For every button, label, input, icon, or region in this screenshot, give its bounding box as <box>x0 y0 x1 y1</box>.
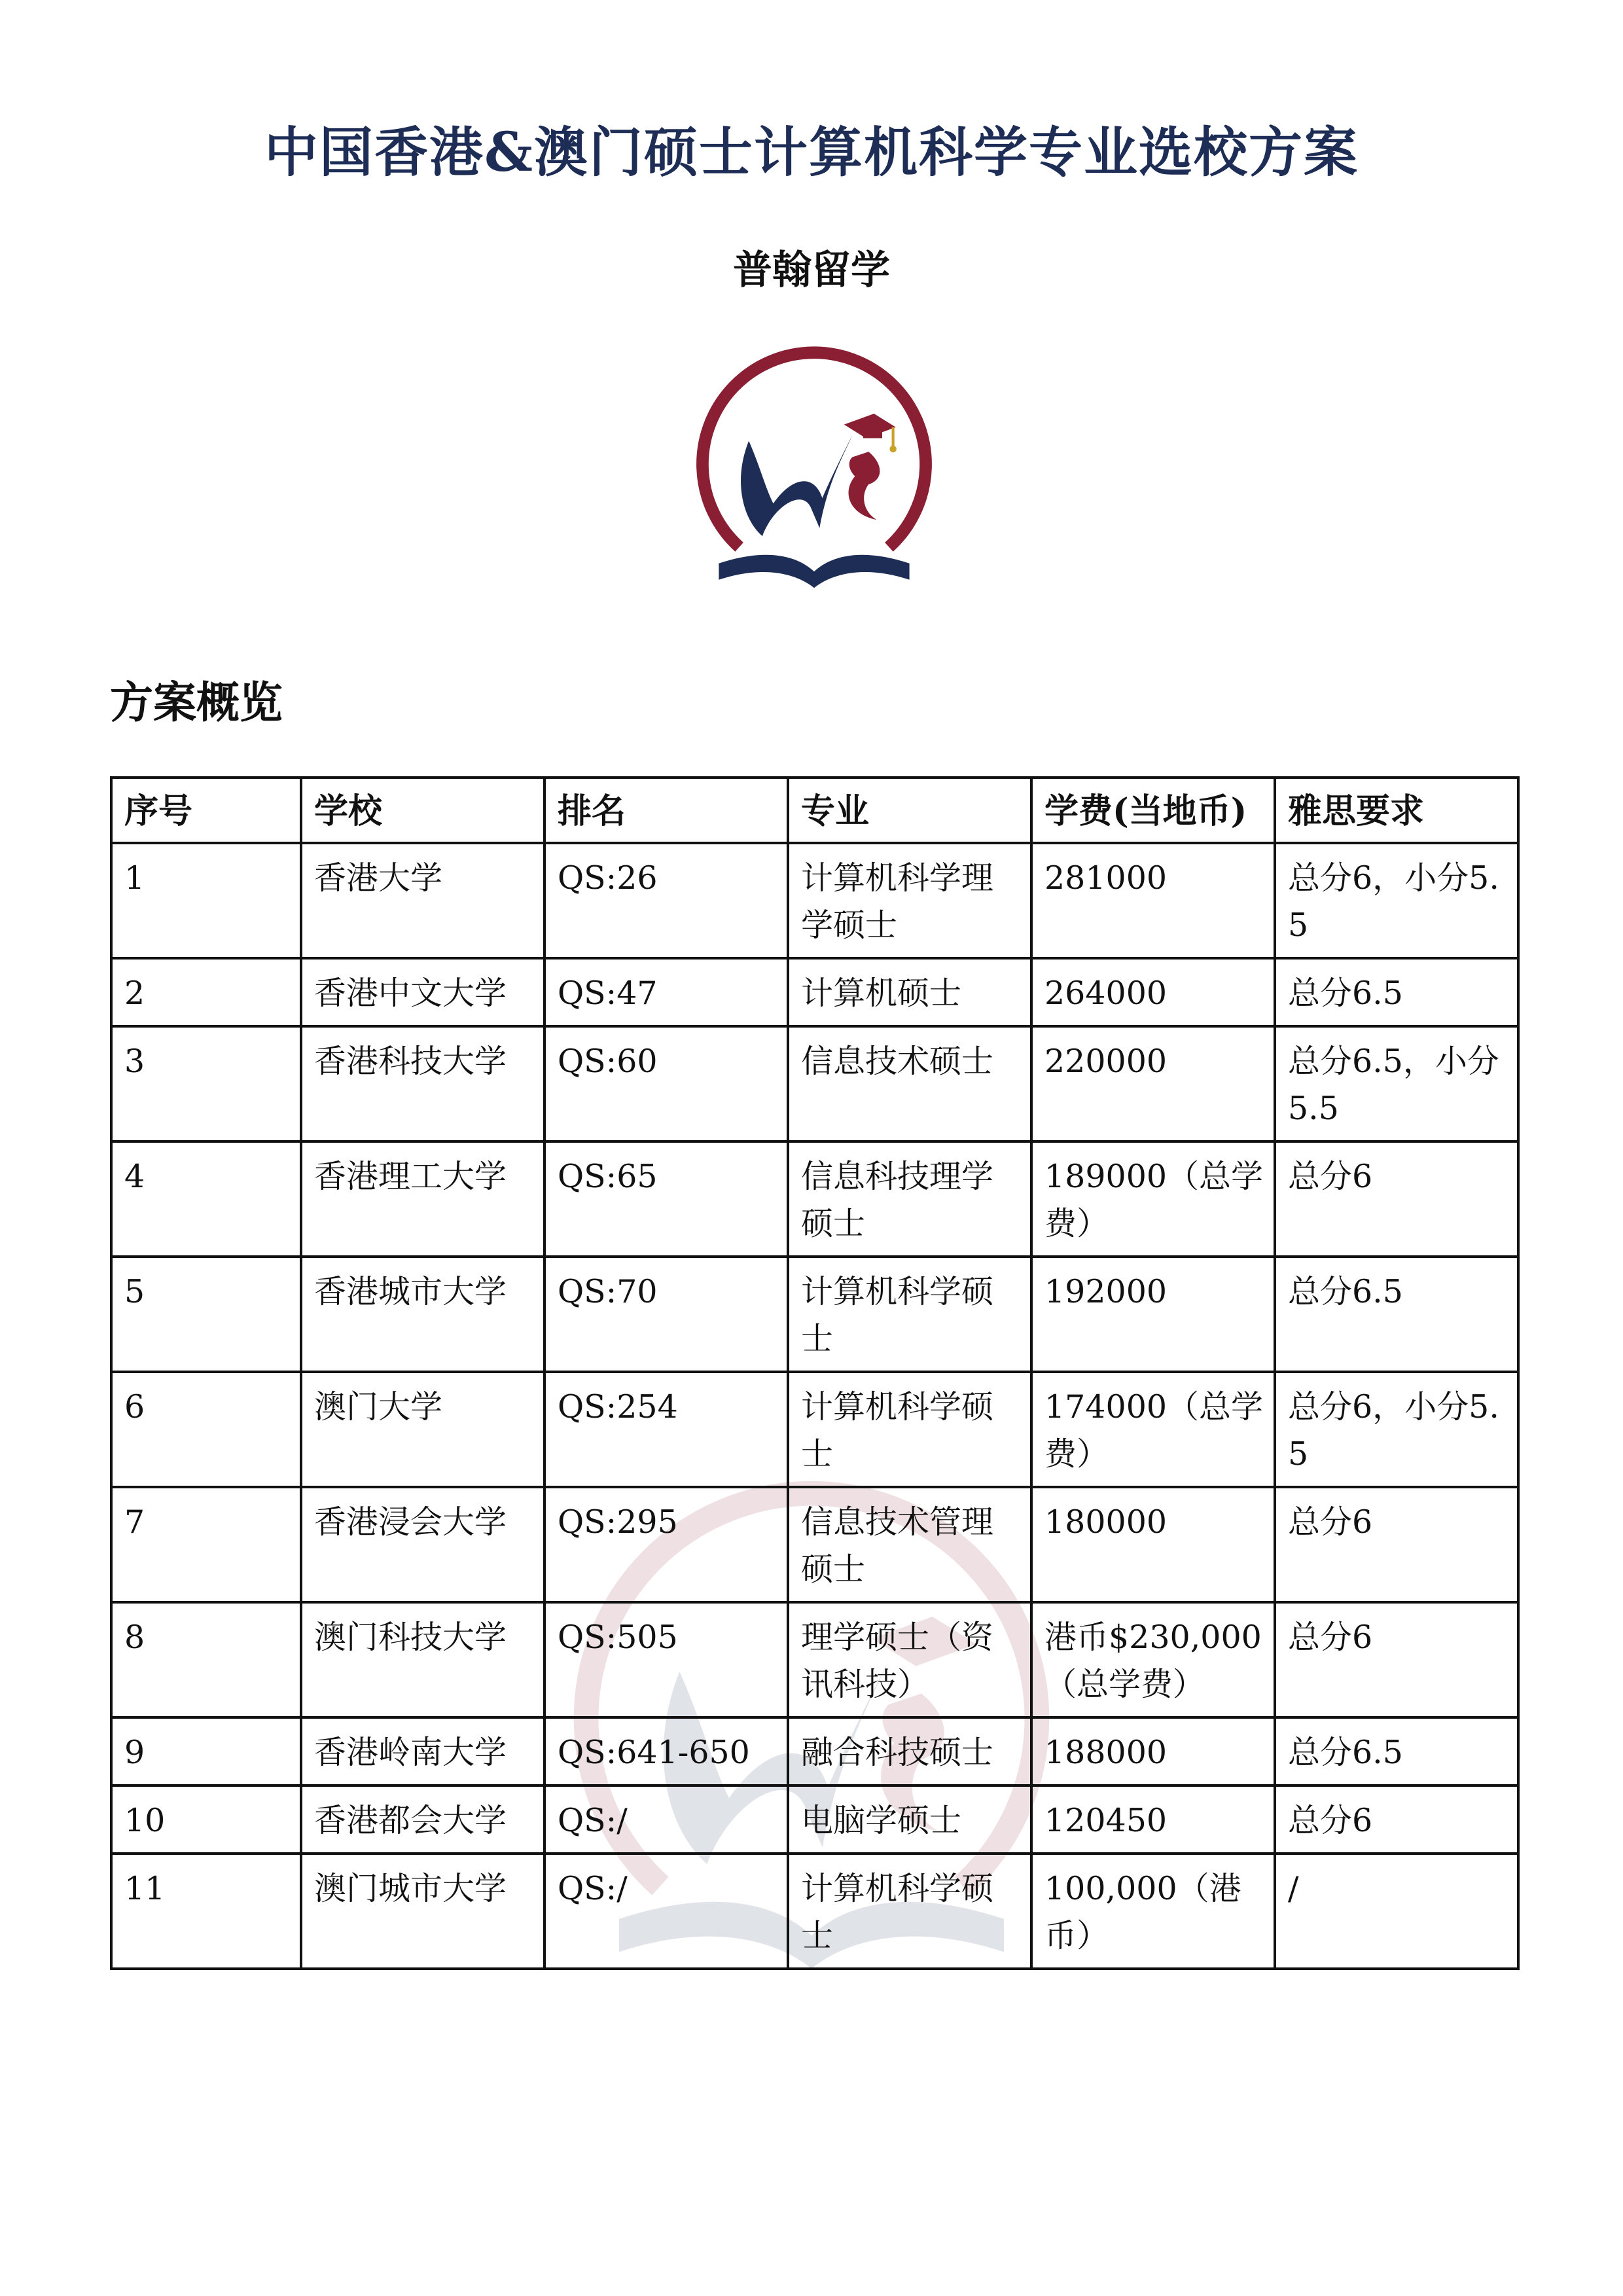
cell-major: 计算机科学硕士 <box>788 1854 1031 1969</box>
cell-major: 计算机科学硕士 <box>788 1257 1031 1372</box>
cell-major: 信息技术管理硕士 <box>788 1487 1031 1602</box>
cell-ranking: QS:70 <box>544 1257 788 1372</box>
cell-ielts: 总分6，小分5.5 <box>1275 843 1518 958</box>
cell-ranking: QS:60 <box>544 1026 788 1141</box>
cell-ranking: QS:26 <box>544 843 788 958</box>
school-crest-logo-icon <box>678 346 950 618</box>
cell-major: 计算机硕士 <box>788 958 1031 1026</box>
cell-ranking: QS:295 <box>544 1487 788 1602</box>
cell-school: 香港浸会大学 <box>301 1487 544 1602</box>
cell-ranking: QS:254 <box>544 1372 788 1487</box>
table-row <box>111 1141 1518 1257</box>
cell-ielts: 总分6.5 <box>1275 958 1518 1026</box>
cell-school: 香港理工大学 <box>301 1141 544 1257</box>
table-row <box>111 958 1518 1026</box>
cell-ielts: 总分6 <box>1275 1785 1518 1854</box>
page-title: 中国香港&澳门硕士计算机科学专业选校方案 <box>264 121 1359 184</box>
cell-tuition: 264000 <box>1031 958 1275 1026</box>
cell-index: 6 <box>111 1372 301 1487</box>
table-row <box>111 1785 1518 1854</box>
cell-tuition: 174000（总学费） <box>1031 1372 1275 1487</box>
column-header-ranking: 排名 <box>544 778 788 843</box>
cell-ielts: 总分6 <box>1275 1141 1518 1257</box>
cell-ranking: QS:505 <box>544 1602 788 1717</box>
cell-school: 澳门城市大学 <box>301 1854 544 1969</box>
column-header-tuition: 学费(当地币) <box>1031 778 1275 843</box>
cell-index: 10 <box>111 1785 301 1854</box>
table-row <box>111 1372 1518 1487</box>
cell-ranking: QS:/ <box>544 1854 788 1969</box>
cell-index: 8 <box>111 1602 301 1717</box>
cell-index: 3 <box>111 1026 301 1141</box>
cell-tuition: 189000（总学费） <box>1031 1141 1275 1257</box>
cell-school: 香港城市大学 <box>301 1257 544 1372</box>
table-row <box>111 1257 1518 1372</box>
table-row <box>111 843 1518 958</box>
cell-major: 信息技术硕士 <box>788 1026 1031 1141</box>
table-row <box>111 1854 1518 1969</box>
cell-major: 信息科技理学硕士 <box>788 1141 1031 1257</box>
cell-ielts: 总分6 <box>1275 1487 1518 1602</box>
column-header-index: 序号 <box>111 778 301 843</box>
cell-index: 5 <box>111 1257 301 1372</box>
cell-ranking: QS:47 <box>544 958 788 1026</box>
column-header-school: 学校 <box>301 778 544 843</box>
cell-ranking: QS:65 <box>544 1141 788 1257</box>
cell-school: 香港都会大学 <box>301 1785 544 1854</box>
cell-index: 2 <box>111 958 301 1026</box>
cell-tuition: 120450 <box>1031 1785 1275 1854</box>
cell-tuition: 281000 <box>1031 843 1275 958</box>
cell-index: 11 <box>111 1854 301 1969</box>
cell-major: 计算机科学理学硕士 <box>788 843 1031 958</box>
cell-major: 理学硕士（资讯科技） <box>788 1602 1031 1717</box>
table-row <box>111 1717 1518 1785</box>
cell-school: 香港科技大学 <box>301 1026 544 1141</box>
table-row <box>111 1026 1518 1141</box>
cell-tuition: 188000 <box>1031 1717 1275 1785</box>
cell-ielts: 总分6.5 <box>1275 1717 1518 1785</box>
cell-index: 1 <box>111 843 301 958</box>
table-header-row <box>111 778 1518 843</box>
cell-tuition: 192000 <box>1031 1257 1275 1372</box>
cell-school: 香港岭南大学 <box>301 1717 544 1785</box>
page-subtitle: 普翰留学 <box>733 247 890 293</box>
school-overview-table <box>110 776 1520 1970</box>
cell-school: 香港中文大学 <box>301 958 544 1026</box>
cell-ranking: QS:641-650 <box>544 1717 788 1785</box>
cell-major: 计算机科学硕士 <box>788 1372 1031 1487</box>
cell-ielts: 总分6，小分5.5 <box>1275 1372 1518 1487</box>
cell-index: 7 <box>111 1487 301 1602</box>
cell-ranking: QS:/ <box>544 1785 788 1854</box>
cell-index: 4 <box>111 1141 301 1257</box>
table-row <box>111 1487 1518 1602</box>
cell-tuition: 100,000（港币） <box>1031 1854 1275 1969</box>
column-header-major: 专业 <box>788 778 1031 843</box>
cell-school: 澳门大学 <box>301 1372 544 1487</box>
cell-index: 9 <box>111 1717 301 1785</box>
cell-ielts: / <box>1275 1854 1518 1969</box>
cell-major: 电脑学硕士 <box>788 1785 1031 1854</box>
cell-tuition: 180000 <box>1031 1487 1275 1602</box>
cell-major: 融合科技硕士 <box>788 1717 1031 1785</box>
cell-tuition: 220000 <box>1031 1026 1275 1141</box>
cell-tuition: 港币$230,000（总学费） <box>1031 1602 1275 1717</box>
cell-ielts: 总分6.5，小分5.5 <box>1275 1026 1518 1141</box>
cell-ielts: 总分6.5 <box>1275 1257 1518 1372</box>
table-row <box>111 1602 1518 1717</box>
cell-ielts: 总分6 <box>1275 1602 1518 1717</box>
cell-school: 香港大学 <box>301 843 544 958</box>
column-header-ielts: 雅思要求 <box>1275 778 1518 843</box>
cell-school: 澳门科技大学 <box>301 1602 544 1717</box>
section-title-overview: 方案概览 <box>110 677 283 728</box>
